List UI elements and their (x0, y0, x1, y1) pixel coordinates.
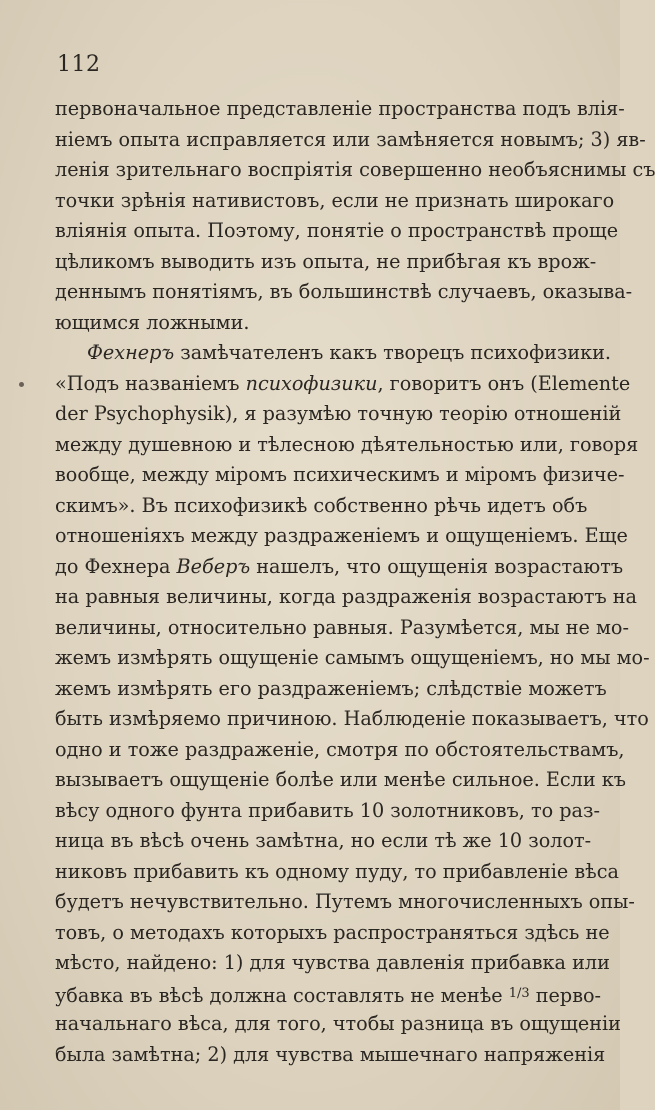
text-line: точки зрѣнія нативистовъ, если не признать широкаго (55, 188, 615, 212)
text-line: жемъ измѣрять его раздраженіемъ; слѣдствіе можетъ (55, 676, 607, 700)
text-line: на равныя величины, когда раздраженія возрастаютъ на (55, 585, 637, 608)
text-line: была замѣтна; 2) для чувства мышечнаго напряженія (55, 1042, 606, 1066)
text-line: никовъ прибавить къ одному пуду, то прибавленіе вѣса (55, 859, 619, 883)
text-line: товъ, о методахъ которыхъ распространяться здѣсь не (55, 920, 610, 944)
text-line: ніемъ опыта исправляется или замѣняется новымъ; 3) яв- (55, 127, 646, 151)
text-line: мѣсто, найдено: 1) для чувства давленія прибавка или (55, 951, 610, 974)
text-line: ленія зрительнаго воспріятія совершенно необъяснимы съ (55, 158, 655, 181)
paragraph-1 (55, 94, 655, 338)
text-run: перво- (529, 983, 602, 1007)
text-line (55, 552, 624, 583)
text-line: цѣликомъ выводить изъ опыта, не прибѣгая къ врож- (55, 249, 597, 273)
text-line: der Psychophysik), я разумѣю точную теорію отношеній (55, 402, 622, 425)
text-line (55, 979, 602, 1010)
text-line: ница въ вѣсѣ очень замѣтна, но если тѣ же 10 золот- (55, 829, 592, 852)
text-run: «Подъ названіемъ (55, 371, 246, 395)
name-fechner: Фехнеръ (87, 341, 175, 364)
text-line (55, 369, 631, 400)
text-run: нашелъ, что ощущенія возрастаютъ (250, 554, 624, 578)
text-line: вызываетъ ощущеніе болѣе или менѣе сильное. Если къ (55, 768, 626, 791)
text-line: начальнаго вѣса, для того, чтобы разница въ ощущеніи (55, 1012, 621, 1035)
text-run: замѣчателенъ какъ творецъ психофизики. (174, 341, 612, 364)
text-line: ющимся ложными. (55, 310, 250, 334)
margin-mark (19, 382, 24, 387)
paragraph-2 (55, 338, 650, 1070)
text-run: до Фехнера (55, 554, 177, 578)
text-line (55, 338, 612, 369)
fraction-one-third: 1/3 (508, 985, 530, 1001)
text-line: жемъ измѣрять ощущеніе самымъ ощущеніемъ, но мы мо- (55, 646, 650, 669)
term-psychophysics: психофизики (245, 371, 378, 395)
page-number: 112 (57, 52, 101, 77)
name-weber: Веберъ (176, 554, 251, 578)
text-line: вѣсу одного фунта прибавить 10 золотниковъ, то раз- (55, 798, 600, 822)
text-line: одно и тоже раздраженіе, смотря по обстоятельствамъ, (55, 737, 625, 761)
text-run: убавка въ вѣсѣ должна составлять не менѣе (55, 983, 509, 1007)
text-line: величины, относительно равныя. Разумѣется, мы не мо- (55, 615, 629, 639)
text-line: деннымъ понятіямъ, въ большинствѣ случаевъ, оказыва- (55, 280, 633, 303)
text-line: вообще, между міромъ психическимъ и міромъ физиче- (55, 463, 625, 486)
text-line: быть измѣряемо причиною. Наблюденіе показываетъ, что (55, 707, 649, 730)
text-line: скимъ». Въ психофизикѣ собственно рѣчь идетъ объ (55, 493, 588, 517)
text-line: будетъ нечувствительно. Путемъ многочисленныхъ опы- (55, 890, 635, 913)
text-line: отношеніяхъ между раздраженіемъ и ощущеніемъ. Еще (55, 524, 628, 547)
text-line: вліянія опыта. Поэтому, понятіе о пространствѣ проще (55, 219, 619, 242)
text-run: , говоритъ онъ (Elemente (377, 371, 631, 395)
text-line: между душевною и тѣлесною дѣятельностью или, говоря (55, 432, 639, 456)
text-line: первоначальное представленіе пространства подъ влія- (55, 97, 625, 120)
